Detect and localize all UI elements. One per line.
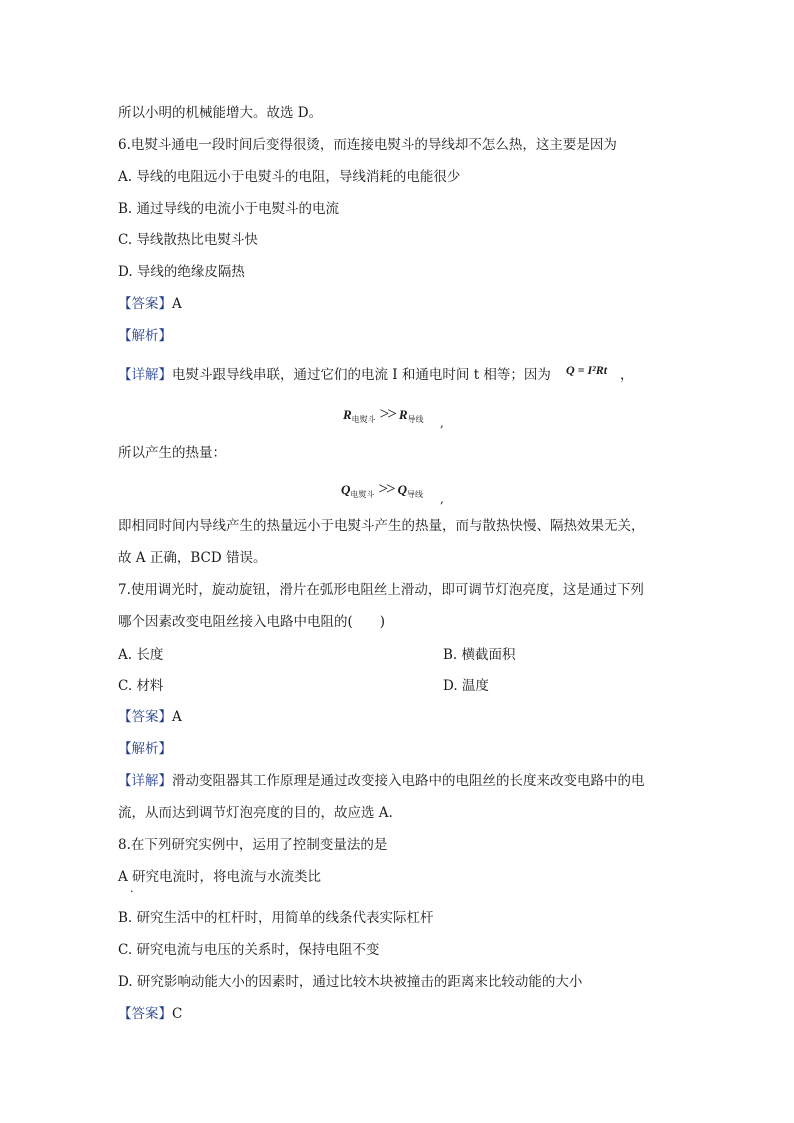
option-7a: A. 长度 bbox=[118, 647, 164, 663]
detail-text: 电熨斗跟导线串联，通过它们的电流 I 和通电时间 t 相等；因为 bbox=[172, 367, 551, 383]
answer-tag: 【答案】 bbox=[118, 296, 172, 312]
stray-dot: · bbox=[130, 885, 134, 898]
detail-tag: 【详解】 bbox=[118, 773, 172, 789]
trailing-comma: , bbox=[440, 492, 444, 506]
answer-value: A bbox=[172, 296, 182, 312]
conclusion-6b: 故 A 正确，BCD 错误。 bbox=[118, 550, 267, 566]
answer-8 bbox=[118, 1005, 182, 1023]
answer-7 bbox=[118, 708, 182, 726]
option-6b: B. 通过导线的电流小于电熨斗的电流 bbox=[118, 201, 340, 217]
answer-value: C bbox=[172, 1006, 183, 1022]
option-8b: B. 研究生活中的杠杆时，用简单的线条代表实际杠杆 bbox=[118, 910, 434, 926]
detail-6 bbox=[118, 366, 551, 384]
question-7-line1: 7.使用调光时，旋动旋钮，滑片在弧形电阻丝上滑动，即可调节灯泡亮度，这是通过下列 bbox=[118, 582, 644, 598]
answer-value: A bbox=[172, 709, 182, 725]
detail-7-line2: 流，从而达到调节灯泡亮度的目的，故应选 A. bbox=[118, 805, 393, 821]
conclusion-6a: 即相同时间内导线产生的热量远小于电熨斗产生的热量，而与散热快慢、隔热效果无关， bbox=[118, 518, 645, 534]
comma: ， bbox=[620, 367, 634, 383]
option-7c: C. 材料 bbox=[118, 678, 164, 694]
joule-law-formula: Q = I²Rt bbox=[566, 363, 608, 377]
option-6d: D. 导线的绝缘皮隔热 bbox=[118, 264, 245, 280]
option-8a: A 研究电流时，将电流与水流类比 bbox=[118, 869, 322, 885]
answer-tag: 【答案】 bbox=[118, 1006, 172, 1022]
heat-comparison-formula: $Q_{电熨斗} >> Q_{导线}$ bbox=[341, 479, 423, 499]
option-8d: D. 研究影响动能大小的因素时，通过比较木块被撞击的距离来比较动能的大小 bbox=[118, 974, 583, 990]
option-7d: D. 温度 bbox=[443, 678, 489, 694]
answer-6 bbox=[118, 295, 182, 313]
detail-text: 滑动变阻器其工作原理是通过改变接入电路中的电阻丝的长度来改变电路中的电 bbox=[172, 773, 645, 789]
detail-tag: 【详解】 bbox=[118, 367, 172, 383]
question-8: 8.在下列研究实例中，运用了控制变量法的是 bbox=[118, 837, 388, 853]
option-7b: B. 横截面积 bbox=[443, 647, 516, 663]
analysis-tag-7: 【解析】 bbox=[118, 741, 172, 757]
trailing-comma: , bbox=[440, 416, 444, 430]
option-6c: C. 导线散热比电熨斗快 bbox=[118, 232, 258, 248]
resistance-comparison-formula: $R_{电熨斗} >> R_{导线}$ bbox=[343, 404, 424, 424]
answer-tag: 【答案】 bbox=[118, 709, 172, 725]
option-6a: A. 导线的电阻远小于电熨斗的电阻，导线消耗的电能很少 bbox=[118, 169, 461, 185]
option-8c: C. 研究电流与电压的关系时，保持电阻不变 bbox=[118, 942, 380, 958]
question-6: 6.电熨斗通电一段时间后变得很烫，而连接电熨斗的导线却不怎么热，这主要是因为 bbox=[118, 137, 617, 153]
detail-7-line1 bbox=[118, 772, 645, 790]
analysis-tag-6: 【解析】 bbox=[118, 328, 172, 344]
text-line: 所以小明的机械能增大。故选 D。 bbox=[118, 105, 323, 121]
heat-line: 所以产生的热量： bbox=[118, 445, 226, 461]
question-7-line2: 哪个因素改变电阻丝接入电路中电阻的( ) bbox=[118, 614, 386, 630]
